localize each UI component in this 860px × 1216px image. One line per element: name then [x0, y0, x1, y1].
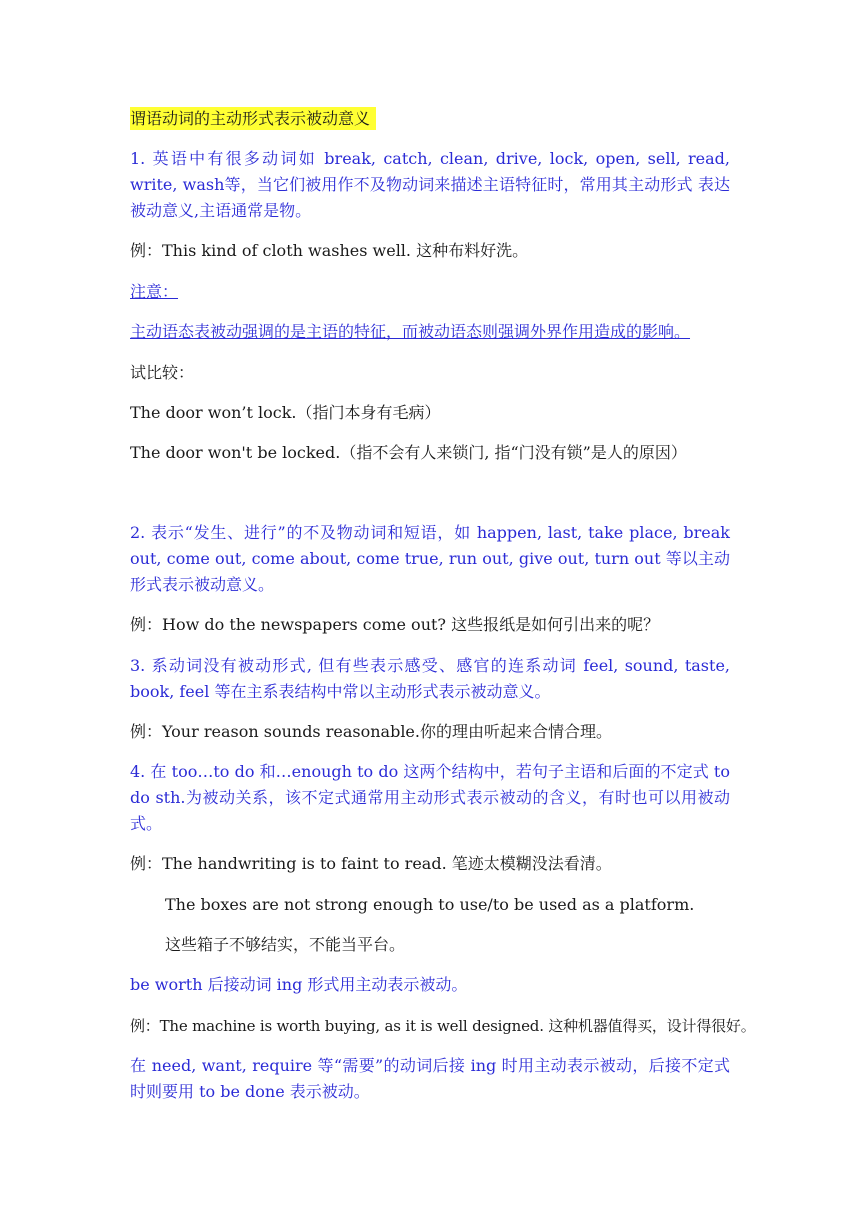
heading-highlight: 谓语动词的主动形式表示被动意义 — [130, 107, 376, 130]
point-4-text: 4. 在 too…to do 和…enough to do 这两个结构中，若句子主语和后面的不定式 to do sth.为被动关系，该不定式通常用主动形式表示被动的含义，有时也可以用被动式。 — [130, 762, 730, 833]
compare-sentence-2: The door won't be locked.（指不会有人来锁门, 指“门没有锁”是人的原因） — [130, 443, 687, 462]
point-5-text: be worth 后接动词 ing 形式用主动表示被动。 — [130, 975, 468, 994]
point-1-example: 例：This kind of cloth washes well. 这种布料好洗。 — [130, 241, 529, 260]
point-6-text: 在 need, want, require 等“需要”的动词后接 ing 时用主动表示被动，后接不定式时则要用 to be done 表示被动。 — [130, 1056, 730, 1101]
point-1-text: 1. 英语中有很多动词如 break, catch, clean, drive, lock, open, sell, read, write, wash等，当它们被用作不及物动词来描述主语特征时，常用其主动形式 表达被动意义,主语通常是物。 — [130, 149, 730, 220]
note-text: 主动语态表被动强调的是主语的特征，而被动语态则强调外界作用造成的影响。 — [130, 322, 691, 341]
point-2-text: 2. 表示“发生、进行”的不及物动词和短语，如 happen, last, take place, break out, come out, come about, come true, run out, give out, turn out 等以主动形式表示被动意义。 — [130, 523, 730, 594]
section-heading — [130, 106, 730, 132]
point-4-example-2: The boxes are not strong enough to use/to be used as a platform. — [165, 895, 695, 914]
point-3-example: 例：Your reason sounds reasonable.你的理由听起来合情合理。 — [130, 722, 612, 741]
point-4-example-1: 例：The handwriting is to faint to read. 笔迹太模糊没法看清。 — [130, 854, 612, 873]
point-4-example-3: 这些箱子不够结实，不能当平台。 — [165, 935, 406, 954]
point-3-text: 3. 系动词没有被动形式, 但有些表示感受、感官的连系动词 feel, sound, taste, book, feel 等在主系表结构中常以主动形式表示被动意义。 — [130, 656, 730, 701]
point-2-example: 例：How do the newspapers come out? 这些报纸是如何引出来的呢？ — [130, 615, 660, 634]
point-5-example: 例：The machine is worth buying, as it is well designed. 这种机器值得买，设计得很好。 — [130, 1017, 756, 1035]
compare-sentence-1: The door won’t lock.（指门本身有毛病） — [130, 403, 441, 422]
compare-label: 试比较： — [130, 363, 195, 382]
note-label: 注意： — [130, 282, 179, 301]
